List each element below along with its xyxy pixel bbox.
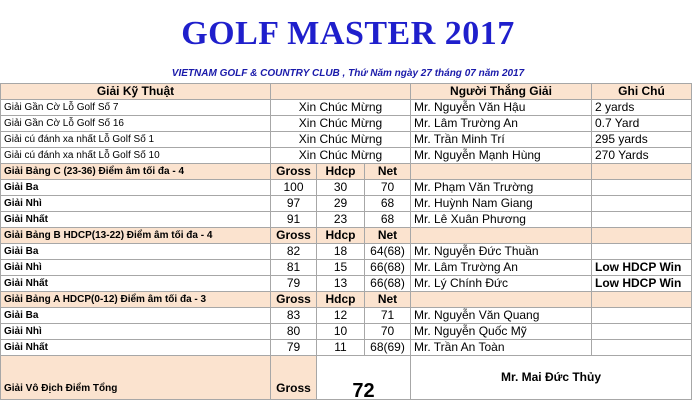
winner-name: Mr. Nguyễn Quốc Mỹ [411, 324, 592, 340]
prize-label: Giải Nhì [1, 260, 271, 276]
prize-label: Giải Ba [1, 180, 271, 196]
hdcp-value: 23 [317, 212, 365, 228]
note-value: 2 yards [592, 100, 692, 116]
hdcp-header: Hdcp [317, 292, 365, 308]
congrats-text: Xin Chúc Mừng [271, 132, 411, 148]
winner-name: Mr. Lý Chính Đức [411, 276, 592, 292]
net-header: Net [365, 228, 411, 244]
gross-header: Gross [271, 228, 317, 244]
note-value: Low HDCP Win [592, 276, 692, 292]
hdcp-header: Hdcp [317, 164, 365, 180]
table-row [1, 132, 692, 148]
hdcp-value: 29 [317, 196, 365, 212]
winner-name: Mr. Lâm Trường An [411, 116, 592, 132]
gross-value: 82 [271, 244, 317, 260]
flight-title: Giải Bảng C (23-36) Điểm âm tối đa - 4 [1, 164, 271, 180]
table-row [1, 180, 692, 196]
congrats-text: Xin Chúc Mừng [271, 116, 411, 132]
winner-name: Mr. Lê Xuân Phương [411, 212, 592, 228]
hdcp-value: 15 [317, 260, 365, 276]
winner-name: Mr. Nguyễn Văn Quang [411, 308, 592, 324]
table-row [1, 116, 692, 132]
flight-title: Giải Bảng B HDCP(13-22) Điểm âm tối đa - 4 [1, 228, 271, 244]
prize-label: Giải Nhất [1, 212, 271, 228]
gross-value: 100 [271, 180, 317, 196]
net-value: 68(69) [365, 340, 411, 356]
hdcp-value: 11 [317, 340, 365, 356]
winner-name: Mr. Phạm Văn Trường [411, 180, 592, 196]
technical-prize-header: Giải Kỹ Thuật [1, 84, 271, 100]
technical-header-row [1, 84, 692, 100]
net-value: 66(68) [365, 260, 411, 276]
winner-name: Mr. Trần An Toàn [411, 340, 592, 356]
prize-label: Giải Nhất [1, 276, 271, 292]
net-value: 71 [365, 308, 411, 324]
net-header: Net [365, 292, 411, 308]
gross-value: 91 [271, 212, 317, 228]
technical-prize-label: Giải cú đánh xa nhất Lỗ Golf Số 10 [1, 148, 271, 164]
table-row [1, 276, 692, 292]
table-row [1, 324, 692, 340]
gross-header: Gross [271, 292, 317, 308]
prize-label: Giải Nhì [1, 324, 271, 340]
prize-label: Giải Nhì [1, 196, 271, 212]
gross-header: Gross [271, 164, 317, 180]
table-row [1, 260, 692, 276]
technical-prize-label: Giải Gần Cờ Lỗ Golf Số 7 [1, 100, 271, 116]
hdcp-value: 13 [317, 276, 365, 292]
note-value: 295 yards [592, 132, 692, 148]
winner-name: Mr. Trần Minh Trí [411, 132, 592, 148]
note-value [592, 324, 692, 340]
hdcp-value: 30 [317, 180, 365, 196]
gross-value: 80 [271, 324, 317, 340]
flight-header-row [1, 164, 692, 180]
note-value [592, 212, 692, 228]
technical-prize-label: Giải cú đánh xa nhất Lỗ Golf Số 1 [1, 132, 271, 148]
winner-name: Mr. Lâm Trường An [411, 260, 592, 276]
table-row [1, 244, 692, 260]
note-value [592, 196, 692, 212]
net-value: 70 [365, 324, 411, 340]
net-value: 66(68) [365, 276, 411, 292]
gross-value: 83 [271, 308, 317, 324]
page-title: GOLF MASTER 2017 [181, 15, 515, 52]
winner-header: Người Thắng Giải [411, 84, 592, 100]
results-table [0, 83, 692, 400]
net-value: 68 [365, 212, 411, 228]
note-value [592, 308, 692, 324]
hdcp-value: 12 [317, 308, 365, 324]
gross-value: 97 [271, 196, 317, 212]
technical-prize-label: Giải Gần Cờ Lỗ Golf Số 16 [1, 116, 271, 132]
congrats-text: Xin Chúc Mừng [271, 100, 411, 116]
flight-title: Giải Bảng A HDCP(0-12) Điểm âm tối đa - 3 [1, 292, 271, 308]
prize-label: Giải Ba [1, 308, 271, 324]
prize-label: Giải Nhất [1, 340, 271, 356]
net-value: 68 [365, 196, 411, 212]
note-value: 0.7 Yard [592, 116, 692, 132]
table-row [1, 308, 692, 324]
gross-value: 81 [271, 260, 317, 276]
congrats-text: Xin Chúc Mừng [271, 148, 411, 164]
note-value [592, 244, 692, 260]
net-header: Net [365, 164, 411, 180]
champion-winner: Mr. Mai Đức Thủy [411, 356, 692, 400]
table-row [1, 340, 692, 356]
champion-row [1, 356, 692, 400]
note-value: Low HDCP Win [592, 260, 692, 276]
champion-score: 72 [317, 356, 411, 400]
winner-name: Mr. Nguyễn Văn Hậu [411, 100, 592, 116]
flight-header-row [1, 292, 692, 308]
event-subtitle: VIETNAM GOLF & COUNTRY CLUB , Thứ Năm ngày 27 tháng 07 năm 2017 [171, 68, 525, 79]
winner-name: Mr. Nguyễn Mạnh Hùng [411, 148, 592, 164]
hdcp-header: Hdcp [317, 228, 365, 244]
champion-gross-label: Gross [271, 356, 317, 400]
net-value: 70 [365, 180, 411, 196]
net-value: 64(68) [365, 244, 411, 260]
note-header: Ghi Chú [592, 84, 692, 100]
table-row [1, 148, 692, 164]
winner-name: Mr. Huỳnh Nam Giang [411, 196, 592, 212]
table-row [1, 196, 692, 212]
winner-name: Mr. Nguyễn Đức Thuần [411, 244, 592, 260]
table-row [1, 100, 692, 116]
note-value: 270 Yards [592, 148, 692, 164]
flight-header-row [1, 228, 692, 244]
champion-label: Giải Vô Địch Điểm Tổng [1, 356, 271, 400]
hdcp-value: 18 [317, 244, 365, 260]
gross-value: 79 [271, 340, 317, 356]
note-value [592, 180, 692, 196]
note-value [592, 340, 692, 356]
gross-value: 79 [271, 276, 317, 292]
table-row [1, 212, 692, 228]
hdcp-value: 10 [317, 324, 365, 340]
prize-label: Giải Ba [1, 244, 271, 260]
